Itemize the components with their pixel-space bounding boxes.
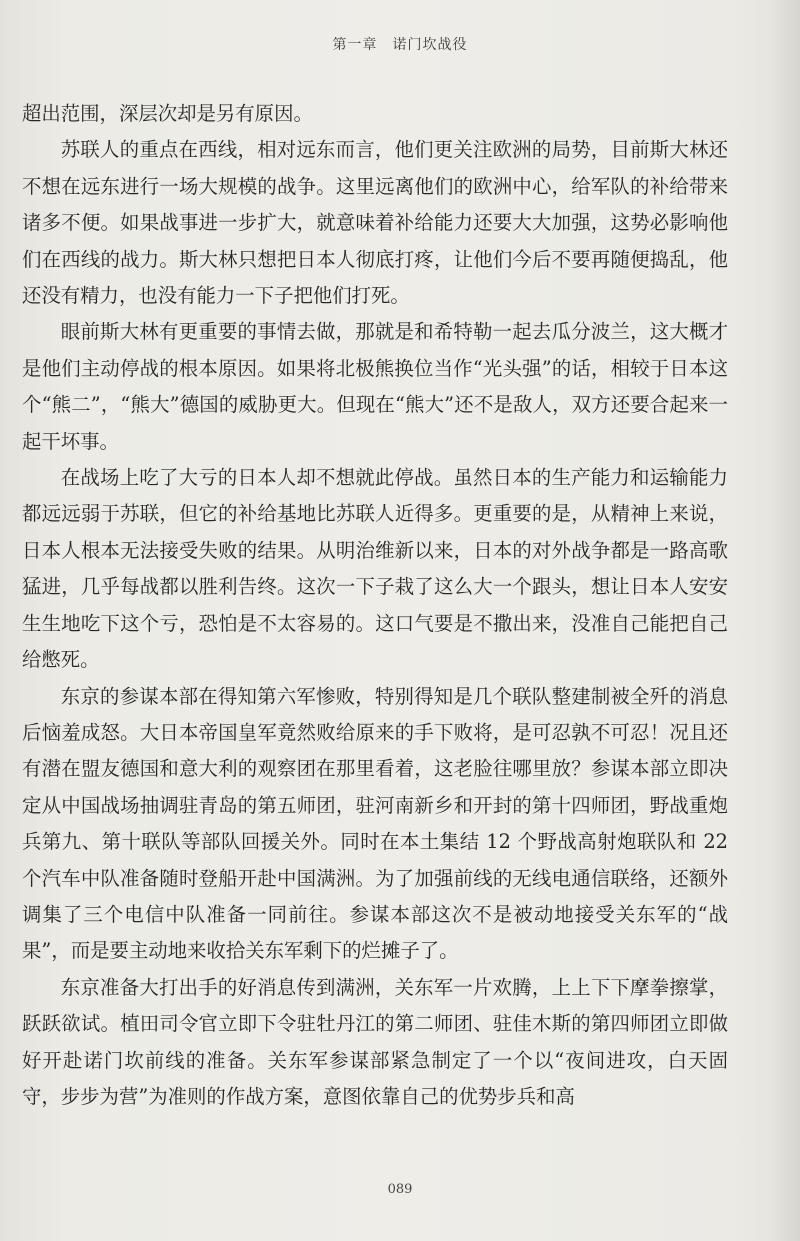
page-number: 089 (387, 1182, 413, 1197)
running-header: 第一章 诺门坎战役 (332, 37, 468, 53)
body-text (22, 96, 728, 1115)
paragraph-3: 眼前斯大林有更重要的事情去做，那就是和希特勒一起去瓜分波兰，这大概才是他们主动停战的根本原因。如果将北极熊换位当作“光头强”的话，相较于日本这个“熊二”，“熊大”德国的威胁更大。但现在“熊大”还不是敌人，双方还要合起来一起干坏事。 (22, 320, 728, 453)
paragraph-4: 在战场上吃了大亏的日本人却不想就此停战。虽然日本的生产能力和运输能力都远远弱于苏联，但它的补给基地比苏联人近得多。更重要的是，从精神上来说，日本人根本无法接受失败的结果。从明治维新以来，日本的对外战争都是一路高歌猛进，几乎每战都以胜利告终。这次一下子栽了这么大一个跟头，想让日本人安安生生地吃下这个亏，恐怕是不太容易的。这口气要是不撒出来，没准自己能把自己给憋死。 (22, 466, 728, 672)
paragraph-2: 苏联人的重点在西线，相对远东而言，他们更关注欧洲的局势，目前斯大林还不想在远东进行一场大规模的战争。这里远离他们的欧洲中心，给军队的补给带来诸多不便。如果战事进一步扩大，就意味着补给能力还要大大加强，这势必影响他们在西线的战力。斯大林只想把日本人彻底打疼，让他们今后不要再随便捣乱，他还没有精力，也没有能力一下子把他们打死。 (22, 138, 728, 308)
page-edge-shadow (770, 0, 800, 1241)
paragraph-5: 东京的参谋本部在得知第六军惨败，特别得知是几个联队整建制被全歼的消息后恼羞成怒。大日本帝国皇军竟然败给原来的手下败将，是可忍孰不可忍！况且还有潜在盟友德国和意大利的观察团在那里看着，这老脸往哪里放？参谋本部立即决定从中国战场抽调驻青岛的第五师团，驻河南新乡和开封的第十四师团，野战重炮兵第九、第十联队等部队回援关外。同时在本土集结 12 个野战高射炮联队和 22 个汽车中队准备随时登船开赴中国满洲。为了加强前线的无线电通信联络，还额外调集了三个电信中队准备一同前往。参谋本部这次不是被动地接受关东军的“战果”，而是要主动地来收拾关东军剩下的烂摊子了。 (22, 684, 728, 963)
paragraph-6: 东京准备大打出手的好消息传到满洲，关东军一片欢腾，上上下下摩拳擦掌，跃跃欲试。植田司令官立即下令驻牡丹江的第二师团、驻佳木斯的第四师团立即做好开赴诺门坎前线的准备。关东军参谋部紧急制定了一个以“夜间进攻，白天固守，步步为营”为准则的作战方案，意图依靠自己的优势步兵和高 (22, 975, 728, 1108)
paragraph-1: 超出范围，深层次却是另有原因。 (22, 102, 313, 125)
